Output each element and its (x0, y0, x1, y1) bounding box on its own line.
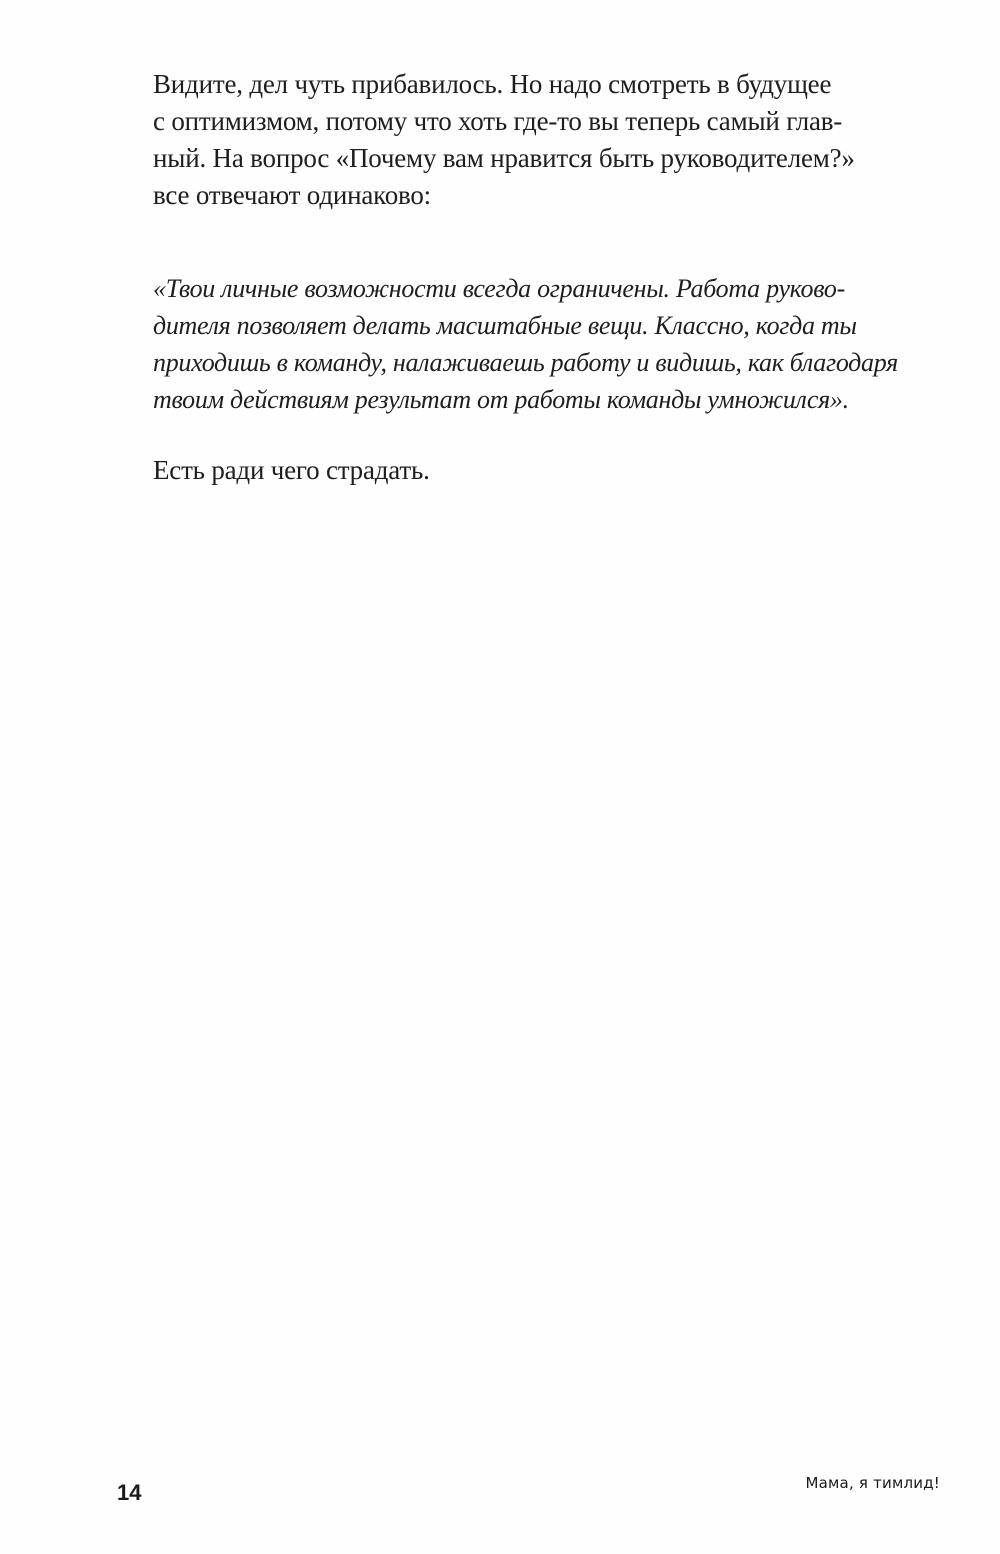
running-footer-title: Мама, я тимлид! (805, 1474, 940, 1492)
body-paragraph-2 (153, 452, 928, 489)
quote-line: дителя позволяет делать масштабные вещи. Классно, когда ты (153, 311, 857, 340)
text-line: Видите, дел чуть прибавилось. Но надо смотреть в будущее (153, 69, 832, 99)
quote-line: твоим действиям результат от работы команды умножился». (153, 385, 849, 414)
text-line: с оптимизмом, потому что хоть где-то вы теперь самый глав- (153, 106, 843, 136)
quote-line: приходишь в команду, налаживаешь работу и видишь, как благодаря (153, 348, 898, 377)
text-line: ный. На вопрос «Почему вам нравится быть руководителем?» (153, 143, 855, 173)
body-paragraph-1 (153, 66, 928, 214)
page-number: 14 (117, 1480, 142, 1505)
text-line: Есть ради чего страдать. (153, 455, 430, 485)
text-line: все отвечают одинаково: (153, 180, 431, 210)
quote-block (153, 270, 928, 418)
quote-line: «Твои личные возможности всегда ограничены. Работа руково- (153, 274, 845, 303)
